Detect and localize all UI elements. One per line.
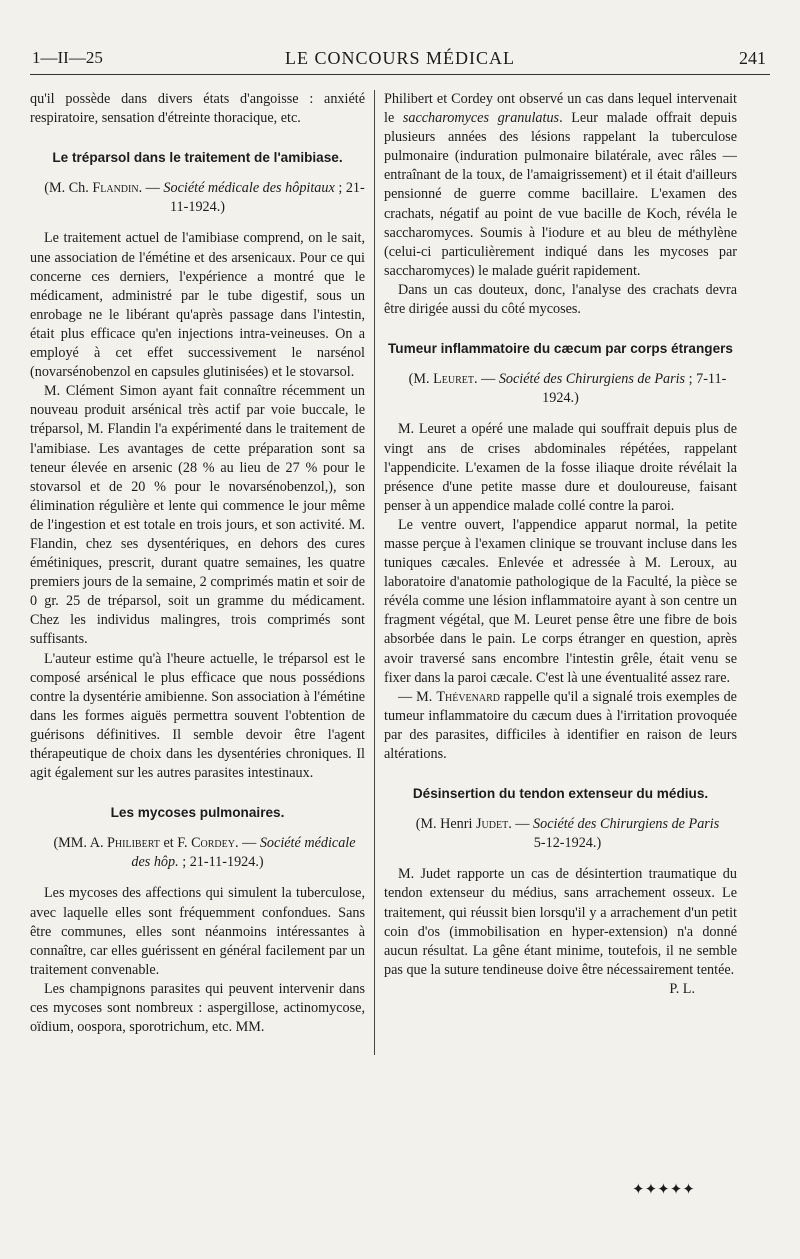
article-paragraph: M. Leuret a opéré une malade qui souffrait depuis plus de vingt ans de crises abdominales répétées, rappelant l'appendicite. L'examen de la fosse iliaque droite révélait la présence d'une petite masse dure et douloureuse, faisant penser à un appendice malade collé contre la paroi. bbox=[384, 421, 737, 514]
article-reference-treparsol: (M. Ch. Flandin. — Société médicale des hôpitaux ; 21-11-1924.) bbox=[44, 180, 365, 216]
article-paragraph: L'auteur estime qu'à l'heure actuelle, le tréparsol est le composé arsénical le plus efficace que nous possédions contre la dysentérie amibienne. Son association à l'émétine dans les formes aiguës permettra souvent l'obtention de guérisons définitives. Il semble devoir être l'agent thérapeutique de choix dans les dysentéries chroniques. Il agit également sur les autres parasites intestinaux. bbox=[30, 650, 365, 782]
issue-number: 1—II—25 bbox=[32, 48, 103, 67]
article-paragraph: Le traitement actuel de l'amibiase comprend, on le sait, une association de l'émétine et des arsenicaux. Pour ce qui concerne ces derniers, l'expérience a montré que le médicament, administré par le tube digestif, sous un enrobage ne le libérant qu'après passage dans l'intestin, était plus efficace qu'en injections intra-veineuses. On a employé à cet effet successivement le narsénol (novarsénobenzol en capsules glutinisées) et le stovarsol. bbox=[30, 230, 365, 381]
article-paragraph: M. Clément Simon ayant fait connaître récemment un nouveau produit arsénical très actif par voie buccale, le tréparsol, M. Flandin l'a expérimenté dans le traitement de l'amibiase. Les avantages de cette préparation sont sa teneur élevée en arsenic (28 % au lieu de 27 % pour le stovarsol et de 20 % pour le novarsénobenzol,), son élimination régulière et lente qui commence le jour même de l'ingestion et est totale en trois jours, et son activité. M. Flandin, chez ses dysentériques, en dehors des cures émétiniques, prescrit, durant quatre semaines, les quatre premiers jours de la semaine, 2 comprimés matin et soir de 0 gr. 25 de tréparsol, soit un gramme du médicament. Chez les individus malingres, trois comprimés sont suffisants. bbox=[30, 383, 365, 648]
intro-paragraph: qu'il possède dans divers états d'angoisse : anxiété respiratoire, sensation d'étreinte thoracique, etc. bbox=[30, 91, 365, 127]
page-header bbox=[30, 44, 770, 75]
article-paragraph: M. Judet rapporte un cas de désintertion traumatique du tendon extenseur du médius, sans arrachement osseux. Le traitement, qui réussit bien lorsqu'il y a arrachement d'un petit coin d'os (immobilisation en hyper-extension) n'a donné aucun résultat. La gêne étant minime, toutefois, il ne semble pas que la suture tendineuse doive être nécessairement tentée. bbox=[384, 866, 737, 978]
left-column bbox=[30, 90, 365, 1037]
right-column bbox=[384, 90, 737, 999]
article-reference-mycoses: (MM. A. Philibert et F. Cordey. — Société médicale des hôp. ; 21-11-1924.) bbox=[53, 835, 356, 871]
journal-title: LE CONCOURS MÉDICAL bbox=[284, 48, 515, 68]
page-number: 241 bbox=[739, 48, 766, 68]
article-reference-tumeur: (M. Leuret. — Société des Chirurgiens de Paris ; 7-11-1924.) bbox=[408, 371, 727, 407]
column-divider bbox=[374, 90, 375, 1055]
article-reference-desinsertion: (M. Henri Judet. — Société des Chirurgiens de Paris 5-12-1924.) bbox=[415, 816, 720, 852]
continuation-paragraph: Dans un cas douteux, donc, l'analyse des crachats devra être dirigée aussi du côté mycoses. bbox=[384, 281, 737, 318]
author-signature: P. L. bbox=[669, 980, 695, 997]
article-paragraph: — M. Thévenard rappelle qu'il a signalé trois exemples de tumeur inflammatoire du cæcum dues à l'irritation provoquée par des parasites, difficiles à identifier en raison de leurs altérations. bbox=[384, 688, 737, 762]
article-title-treparsol: Le tréparsol dans le traitement de l'amibiase. bbox=[52, 150, 343, 166]
article-title-desinsertion: Désinsertion du tendon extenseur du médius. bbox=[412, 786, 709, 802]
article-paragraph: Les champignons parasites qui peuvent intervenir dans ces mycoses sont nombreux : aspergillose, actinomycose, oïdium, oospora, sporotrichum, etc. MM. bbox=[30, 980, 365, 1036]
article-paragraph: Le ventre ouvert, l'appendice apparut normal, la petite masse perçue à l'examen clinique se trouvant incluse dans les tuniques cæcales. Enlevée et adressée à M. Leroux, au laboratoire d'anatomie pathologique de la Faculté, la pièce se révéla comme une lésion inflammatoire ayant à son centre un fragment végétal, que M. Leuret pense être une fibre de bois absorbée dans le pain. Le corps étranger en question, après avoir traversé sans encombre l'intestin grêle, était venu se fixer dans la paroi cæcale. C'est là une éventualité assez rare. bbox=[384, 516, 737, 686]
continuation-paragraph: Philibert et Cordey ont observé un cas dans lequel intervenait le saccharomyces granulatus. Leur malade offrait depuis plusieurs années des lésions rappelant la tuberculose pulmonaire (induration pulmonaire bilatérale, avec râles — entraînant de la toux, de l'amaigrissement) et il était d'ailleurs pensionné de guerre comme bacillaire. L'examen des crachats, négatif au point de vue bacille de Koch, révéla le saccharomyces. Soumis à l'iodure et au bleu de méthylène (celui-ci particulièrement indiqué dans les mycoses par saccharomyces) le malade guérit rapidement. bbox=[384, 91, 737, 279]
article-title-mycoses: Les mycoses pulmonaires. bbox=[110, 805, 285, 821]
article-paragraph: Les mycoses des affections qui simulent la tuberculose, avec laquelle elles sont fréquemment confondues. Sans être communes, elles sont néanmoins intéressantes à connaître, car elles guérissent en général facilement par un traitement convenable. bbox=[30, 885, 365, 978]
article-title-tumeur: Tumeur inflammatoire du cæcum par corps étrangers bbox=[388, 341, 733, 357]
ornament-divider: ✦✦✦✦✦ bbox=[632, 1180, 695, 1198]
